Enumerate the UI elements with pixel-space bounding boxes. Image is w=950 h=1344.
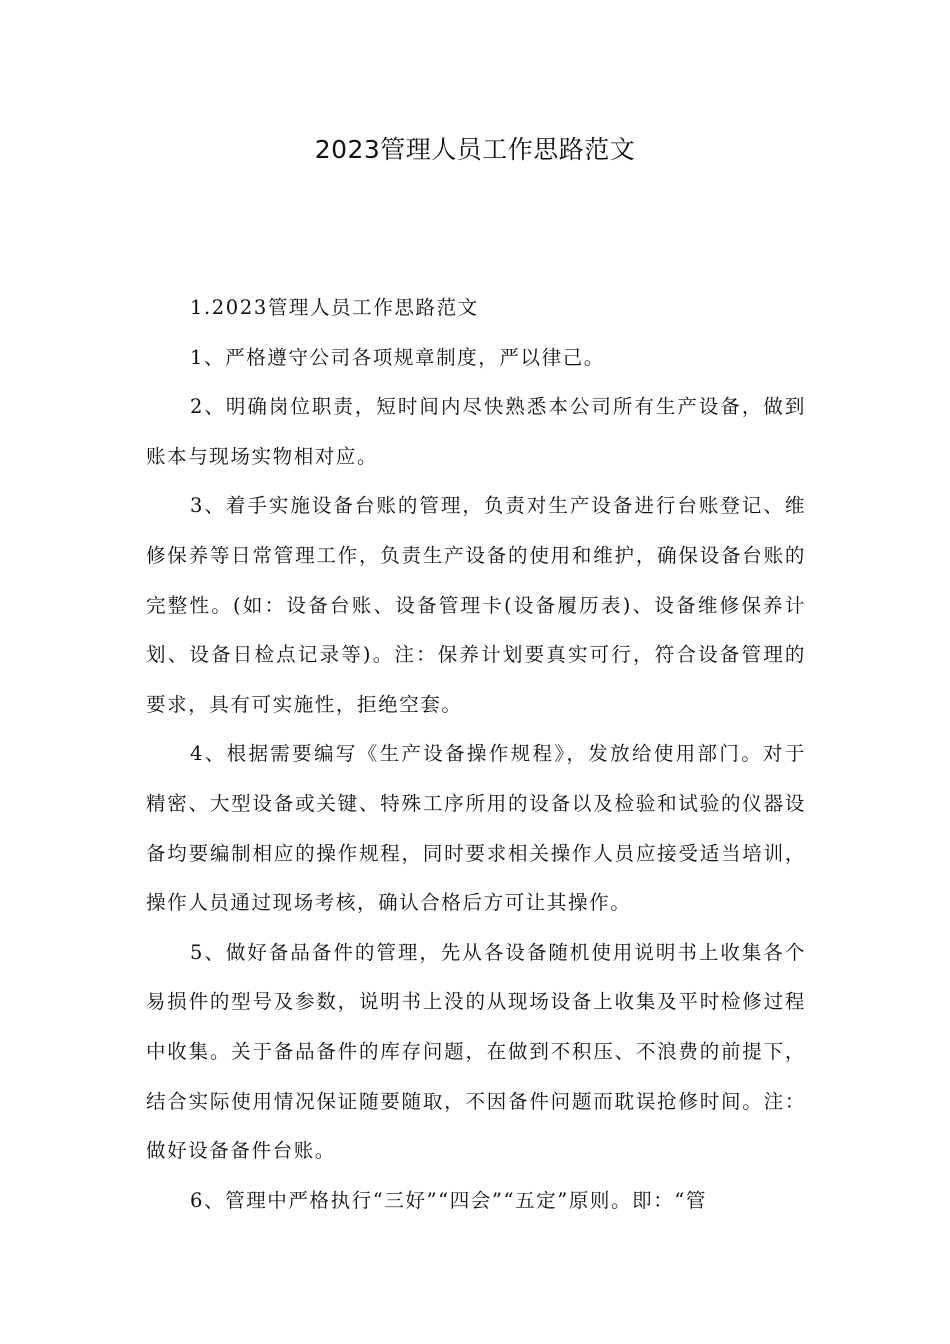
paragraph-5: 5、做好备品备件的管理，先从各设备随机使用说明书上收集各个易损件的型号及参数，说明书上没的从现场设备上收集及平时检修过程中收集。关于备品备件的库存问题，在做到不积压、不浪费的前提下，结合实际使用情况保证随要随取，不因备件问题而耽误抢修时间。注：做好设备备件台账。 <box>146 940 806 1163</box>
paragraph-6: 6、管理中严格执行“三好”“四会”“五定”原则。即：“管 <box>190 1188 707 1212</box>
paragraph-1: 1、严格遵守公司各项规章制度，严以律己。 <box>190 345 605 369</box>
paragraph-3: 3、着手实施设备台账的管理，负责对生产设备进行台账登记、维修保养等日常管理工作，负责生产设备的使用和维护，确保设备台账的完整性。(如：设备台账、设备管理卡(设备履历表)、设备维修保养计划、设备日检点记录等)。注：保养计划要真实可行，符合设备管理的要求，具有可实施性，拒绝空套。 <box>146 494 806 716</box>
paragraph-4: 4、根据需要编写《生产设备操作规程》，发放给使用部门。对于精密、大型设备或关键、特殊工序所用的设备以及检验和试验的仪器设备均要编制相应的操作规程，同时要求相关操作人员应接受适当培训，操作人员通过现场考核，确认合格后方可让其操作。 <box>146 742 806 915</box>
paragraph-heading: 1.2023管理人员工作思路范文 <box>190 296 479 319</box>
document-title: 2023管理人员工作思路范文 <box>314 135 636 164</box>
paragraph-2: 2、明确岗位职责，短时间内尽快熟悉本公司所有生产设备，做到账本与现场实物相对应。 <box>146 395 806 468</box>
document-body <box>146 283 806 1225</box>
